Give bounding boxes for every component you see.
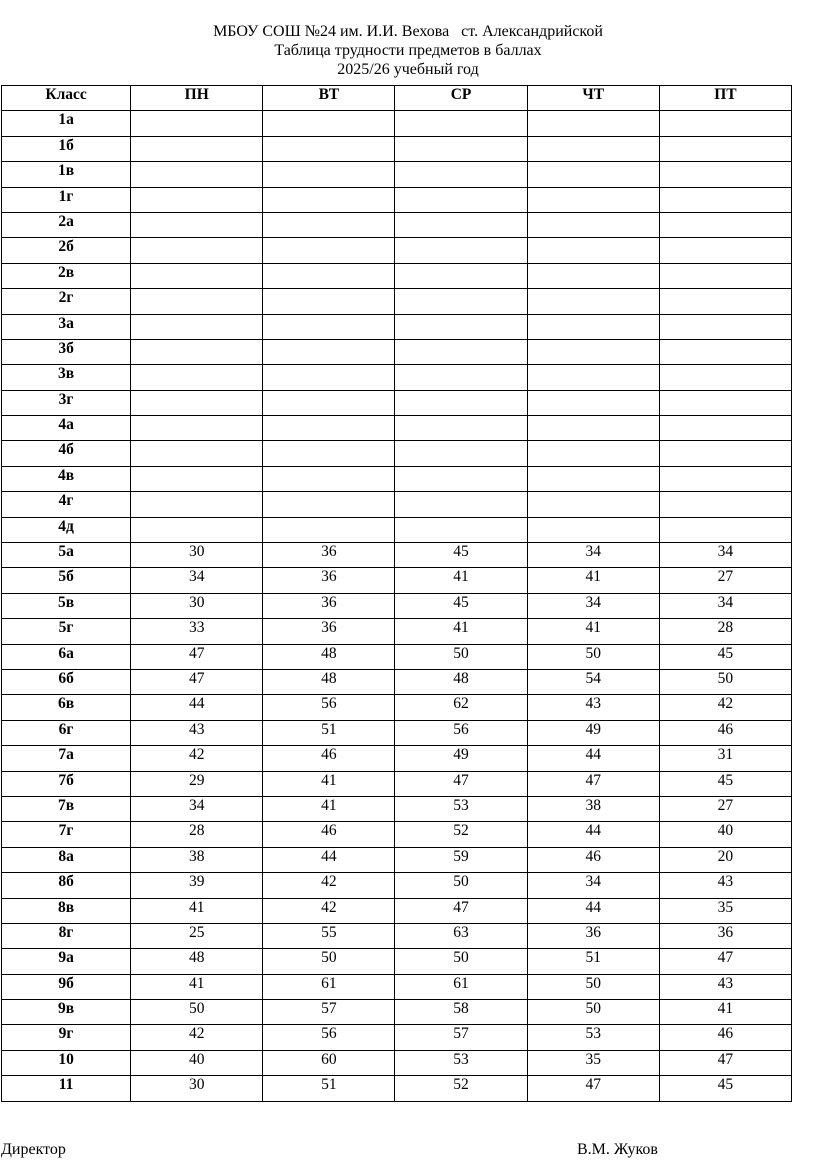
score-cell <box>263 492 395 517</box>
score-cell <box>131 339 263 364</box>
table-row <box>2 492 792 517</box>
score-cell <box>659 289 791 314</box>
score-cell: 62 <box>395 695 527 720</box>
score-cell: 57 <box>395 1025 527 1050</box>
score-cell: 30 <box>131 593 263 618</box>
score-cell: 45 <box>395 593 527 618</box>
table-row <box>2 898 792 923</box>
table-row <box>2 238 792 263</box>
score-cell <box>131 441 263 466</box>
score-cell <box>659 416 791 441</box>
class-cell: 2г <box>2 289 131 314</box>
score-cell: 43 <box>659 974 791 999</box>
score-cell: 34 <box>659 593 791 618</box>
table-row <box>2 1050 792 1075</box>
table-row <box>2 746 792 771</box>
score-cell <box>659 187 791 212</box>
score-cell <box>263 441 395 466</box>
score-cell <box>395 365 527 390</box>
score-cell: 43 <box>659 873 791 898</box>
score-cell: 50 <box>395 873 527 898</box>
score-cell: 52 <box>395 822 527 847</box>
score-cell <box>527 365 659 390</box>
score-cell: 33 <box>131 619 263 644</box>
table-row <box>2 212 792 237</box>
score-cell <box>263 314 395 339</box>
signature-name: В.М. Жуков <box>577 1141 658 1158</box>
score-cell <box>263 187 395 212</box>
score-cell <box>659 517 791 542</box>
score-cell: 30 <box>131 543 263 568</box>
score-cell <box>395 238 527 263</box>
score-cell: 44 <box>263 847 395 872</box>
score-cell: 56 <box>263 695 395 720</box>
score-cell <box>131 263 263 288</box>
score-cell <box>131 289 263 314</box>
table-row <box>2 847 792 872</box>
table-row <box>2 390 792 415</box>
score-cell <box>263 111 395 136</box>
table-row <box>2 644 792 669</box>
score-cell <box>659 441 791 466</box>
score-cell: 50 <box>659 669 791 694</box>
table-row <box>2 1000 792 1025</box>
class-cell: 4а <box>2 416 131 441</box>
class-cell: 5г <box>2 619 131 644</box>
score-cell: 43 <box>527 695 659 720</box>
score-cell <box>131 390 263 415</box>
score-cell: 44 <box>131 695 263 720</box>
table-row <box>2 568 792 593</box>
class-cell: 8г <box>2 923 131 948</box>
score-cell: 56 <box>395 720 527 745</box>
score-cell: 31 <box>659 746 791 771</box>
class-cell: 3в <box>2 365 131 390</box>
score-cell: 41 <box>263 771 395 796</box>
score-cell: 40 <box>131 1050 263 1075</box>
score-cell: 53 <box>527 1025 659 1050</box>
class-cell: 6а <box>2 644 131 669</box>
class-cell: 7а <box>2 746 131 771</box>
table-row <box>2 873 792 898</box>
class-cell: 2в <box>2 263 131 288</box>
score-cell <box>659 263 791 288</box>
class-cell: 11 <box>2 1076 131 1101</box>
class-cell: 1б <box>2 136 131 161</box>
score-cell: 43 <box>131 720 263 745</box>
score-cell: 30 <box>131 1076 263 1101</box>
table-row <box>2 1025 792 1050</box>
score-cell: 46 <box>659 1025 791 1050</box>
score-cell: 36 <box>263 543 395 568</box>
score-cell: 53 <box>395 796 527 821</box>
column-header-tue: ВТ <box>263 86 395 111</box>
score-cell <box>395 111 527 136</box>
class-cell: 4в <box>2 466 131 491</box>
score-cell: 41 <box>659 1000 791 1025</box>
score-cell: 45 <box>659 644 791 669</box>
score-cell <box>131 187 263 212</box>
column-header-thu: ЧТ <box>527 86 659 111</box>
score-cell <box>395 212 527 237</box>
class-cell: 9б <box>2 974 131 999</box>
table-row <box>2 314 792 339</box>
class-cell: 5а <box>2 543 131 568</box>
score-cell <box>395 314 527 339</box>
table-row <box>2 949 792 974</box>
score-cell <box>395 162 527 187</box>
score-cell <box>527 390 659 415</box>
table-row <box>2 543 792 568</box>
class-cell: 4д <box>2 517 131 542</box>
score-cell <box>527 466 659 491</box>
class-cell: 2а <box>2 212 131 237</box>
class-cell: 10 <box>2 1050 131 1075</box>
score-cell <box>659 466 791 491</box>
score-cell <box>395 187 527 212</box>
score-cell <box>659 492 791 517</box>
score-cell: 27 <box>659 796 791 821</box>
score-cell <box>395 390 527 415</box>
table-row <box>2 111 792 136</box>
table-row <box>2 441 792 466</box>
score-cell <box>527 162 659 187</box>
score-cell: 45 <box>659 771 791 796</box>
score-cell: 35 <box>527 1050 659 1075</box>
score-cell: 42 <box>263 873 395 898</box>
score-cell <box>395 517 527 542</box>
score-cell: 34 <box>659 543 791 568</box>
school-year: 2025/26 учебный год <box>337 61 479 78</box>
column-header-mon: ПН <box>131 86 263 111</box>
score-cell: 51 <box>263 720 395 745</box>
score-cell: 47 <box>131 644 263 669</box>
score-cell <box>659 111 791 136</box>
score-cell: 41 <box>395 568 527 593</box>
score-cell <box>263 289 395 314</box>
class-cell: 5б <box>2 568 131 593</box>
score-cell: 29 <box>131 771 263 796</box>
score-cell <box>659 162 791 187</box>
class-cell: 3а <box>2 314 131 339</box>
score-cell <box>395 136 527 161</box>
score-cell <box>131 492 263 517</box>
score-cell <box>131 136 263 161</box>
score-cell: 52 <box>395 1076 527 1101</box>
score-cell <box>131 111 263 136</box>
score-cell: 40 <box>659 822 791 847</box>
score-cell <box>263 238 395 263</box>
score-cell: 46 <box>527 847 659 872</box>
score-cell: 34 <box>131 796 263 821</box>
class-cell: 1г <box>2 187 131 212</box>
score-cell: 47 <box>395 898 527 923</box>
score-cell: 25 <box>131 923 263 948</box>
score-cell <box>263 390 395 415</box>
score-cell: 41 <box>131 974 263 999</box>
score-cell <box>527 136 659 161</box>
score-cell: 61 <box>263 974 395 999</box>
score-cell: 38 <box>527 796 659 821</box>
table-row <box>2 771 792 796</box>
score-cell <box>527 416 659 441</box>
score-cell <box>395 441 527 466</box>
column-header-class: Класс <box>2 86 131 111</box>
table-row <box>2 365 792 390</box>
score-cell <box>527 263 659 288</box>
table-row <box>2 289 792 314</box>
class-cell: 8а <box>2 847 131 872</box>
score-cell <box>263 162 395 187</box>
score-cell <box>263 212 395 237</box>
score-cell: 55 <box>263 923 395 948</box>
score-cell: 34 <box>527 593 659 618</box>
score-cell <box>263 339 395 364</box>
score-cell: 35 <box>659 898 791 923</box>
table-row <box>2 416 792 441</box>
score-cell: 47 <box>527 771 659 796</box>
score-cell <box>263 365 395 390</box>
score-cell <box>659 365 791 390</box>
score-cell: 47 <box>395 771 527 796</box>
table-row <box>2 339 792 364</box>
score-cell <box>527 492 659 517</box>
score-cell: 48 <box>263 669 395 694</box>
score-cell <box>131 212 263 237</box>
score-cell: 46 <box>263 822 395 847</box>
class-cell: 8в <box>2 898 131 923</box>
table-row <box>2 162 792 187</box>
class-cell: 4б <box>2 441 131 466</box>
score-cell: 42 <box>659 695 791 720</box>
score-cell <box>527 314 659 339</box>
score-cell <box>263 416 395 441</box>
score-cell: 57 <box>263 1000 395 1025</box>
score-cell <box>527 517 659 542</box>
score-cell <box>263 517 395 542</box>
score-cell: 39 <box>131 873 263 898</box>
score-cell: 50 <box>527 644 659 669</box>
score-cell: 59 <box>395 847 527 872</box>
score-cell: 36 <box>263 593 395 618</box>
column-header-fri: ПТ <box>659 86 791 111</box>
score-cell: 41 <box>527 619 659 644</box>
score-cell: 28 <box>131 822 263 847</box>
score-cell: 34 <box>131 568 263 593</box>
score-cell: 36 <box>659 923 791 948</box>
score-cell: 56 <box>263 1025 395 1050</box>
class-cell: 2б <box>2 238 131 263</box>
table-row <box>2 796 792 821</box>
score-cell: 51 <box>527 949 659 974</box>
score-cell: 61 <box>395 974 527 999</box>
class-cell: 9в <box>2 1000 131 1025</box>
score-cell: 48 <box>131 949 263 974</box>
class-cell: 6г <box>2 720 131 745</box>
class-cell: 3г <box>2 390 131 415</box>
score-cell <box>659 339 791 364</box>
class-cell: 6в <box>2 695 131 720</box>
score-cell: 42 <box>131 746 263 771</box>
table-row <box>2 187 792 212</box>
class-cell: 3б <box>2 339 131 364</box>
score-cell <box>659 136 791 161</box>
score-cell: 36 <box>263 619 395 644</box>
score-cell: 45 <box>659 1076 791 1101</box>
score-cell: 45 <box>395 543 527 568</box>
score-cell: 38 <box>131 847 263 872</box>
score-cell <box>131 238 263 263</box>
score-cell: 48 <box>263 644 395 669</box>
score-cell <box>263 263 395 288</box>
score-cell: 50 <box>263 949 395 974</box>
score-cell: 53 <box>395 1050 527 1075</box>
score-cell <box>395 416 527 441</box>
table-row <box>2 974 792 999</box>
score-cell <box>395 339 527 364</box>
score-cell <box>131 517 263 542</box>
signature-role: Директор <box>1 1141 66 1158</box>
score-cell: 42 <box>263 898 395 923</box>
class-cell: 1а <box>2 111 131 136</box>
score-cell: 34 <box>527 873 659 898</box>
score-cell: 34 <box>527 543 659 568</box>
score-cell <box>131 162 263 187</box>
score-cell <box>527 111 659 136</box>
score-cell <box>527 238 659 263</box>
difficulty-table <box>1 85 792 1102</box>
class-cell: 4г <box>2 492 131 517</box>
score-cell: 49 <box>527 720 659 745</box>
column-header-wed: СР <box>395 86 527 111</box>
score-cell: 41 <box>263 796 395 821</box>
score-cell: 46 <box>263 746 395 771</box>
score-cell <box>395 466 527 491</box>
score-cell: 50 <box>527 1000 659 1025</box>
score-cell: 51 <box>263 1076 395 1101</box>
score-cell: 50 <box>131 1000 263 1025</box>
score-cell: 28 <box>659 619 791 644</box>
class-cell: 8б <box>2 873 131 898</box>
table-row <box>2 720 792 745</box>
score-cell: 41 <box>527 568 659 593</box>
score-cell <box>659 238 791 263</box>
score-cell: 42 <box>131 1025 263 1050</box>
score-cell: 44 <box>527 746 659 771</box>
score-cell <box>527 339 659 364</box>
score-cell: 27 <box>659 568 791 593</box>
score-cell: 50 <box>527 974 659 999</box>
table-header-row <box>2 86 792 111</box>
score-cell: 54 <box>527 669 659 694</box>
score-cell <box>659 212 791 237</box>
table-row <box>2 695 792 720</box>
table-row <box>2 1076 792 1101</box>
score-cell <box>659 390 791 415</box>
class-cell: 7г <box>2 822 131 847</box>
score-cell <box>263 466 395 491</box>
class-cell: 1в <box>2 162 131 187</box>
score-cell: 36 <box>527 923 659 948</box>
score-cell: 63 <box>395 923 527 948</box>
score-cell: 50 <box>395 949 527 974</box>
score-cell: 50 <box>395 644 527 669</box>
score-cell <box>659 314 791 339</box>
score-cell: 47 <box>527 1076 659 1101</box>
school-name: МБОУ СОШ №24 им. И.И. Вехова ст. Александрийской <box>213 23 603 40</box>
score-cell: 47 <box>659 1050 791 1075</box>
score-cell <box>527 441 659 466</box>
score-cell: 47 <box>659 949 791 974</box>
table-row <box>2 136 792 161</box>
class-cell: 7в <box>2 796 131 821</box>
score-cell: 44 <box>527 822 659 847</box>
score-cell <box>131 416 263 441</box>
table-row <box>2 923 792 948</box>
score-cell: 48 <box>395 669 527 694</box>
score-cell: 36 <box>263 568 395 593</box>
score-cell <box>131 466 263 491</box>
score-cell: 47 <box>131 669 263 694</box>
score-cell: 41 <box>131 898 263 923</box>
score-cell: 44 <box>527 898 659 923</box>
class-cell: 9г <box>2 1025 131 1050</box>
score-cell: 60 <box>263 1050 395 1075</box>
table-row <box>2 263 792 288</box>
score-cell <box>527 212 659 237</box>
document-header <box>0 22 816 79</box>
table-body <box>2 111 792 1101</box>
score-cell <box>527 187 659 212</box>
score-cell <box>395 289 527 314</box>
table-row <box>2 822 792 847</box>
score-cell: 20 <box>659 847 791 872</box>
class-cell: 9а <box>2 949 131 974</box>
table-row <box>2 466 792 491</box>
class-cell: 6б <box>2 669 131 694</box>
class-cell: 7б <box>2 771 131 796</box>
table-row <box>2 619 792 644</box>
score-cell: 49 <box>395 746 527 771</box>
class-cell: 5в <box>2 593 131 618</box>
score-cell: 58 <box>395 1000 527 1025</box>
score-cell: 41 <box>395 619 527 644</box>
table-row <box>2 669 792 694</box>
score-cell <box>395 263 527 288</box>
document-title: Таблица трудности предметов в баллах <box>274 42 542 59</box>
score-cell <box>263 136 395 161</box>
score-cell <box>131 365 263 390</box>
score-cell: 46 <box>659 720 791 745</box>
score-cell <box>395 492 527 517</box>
score-cell <box>131 314 263 339</box>
table-row <box>2 593 792 618</box>
score-cell <box>527 289 659 314</box>
table-row <box>2 517 792 542</box>
